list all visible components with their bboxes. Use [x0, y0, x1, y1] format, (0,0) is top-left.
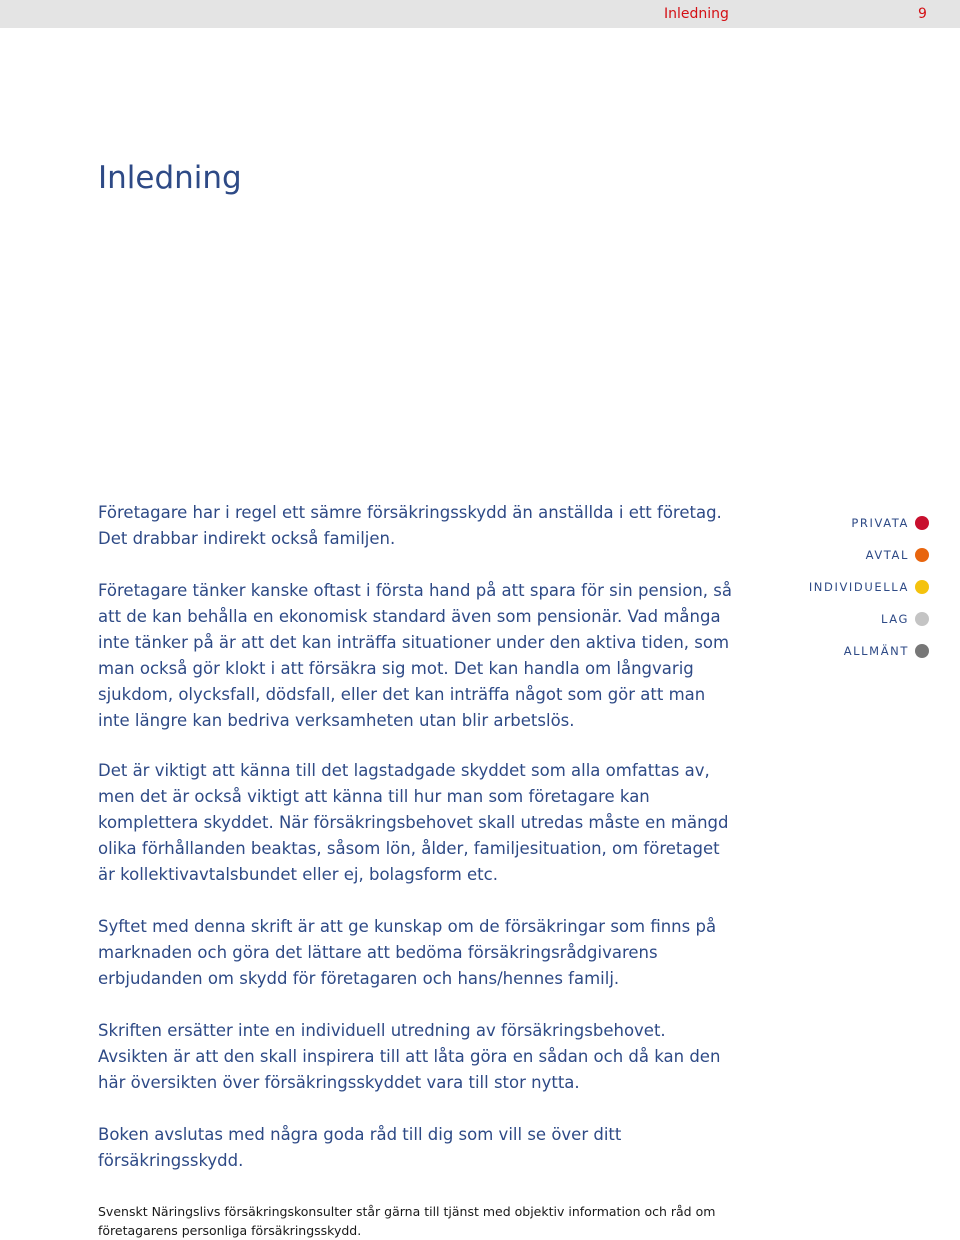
legend-label: AVTAL	[865, 548, 909, 562]
footnote: Svenskt Näringslivs försäkringskonsulter står gärna till tjänst med objektiv information och råd om företagarens personliga försäkringsskydd.	[98, 1204, 716, 1238]
page-title: Inledning	[98, 160, 242, 196]
body-paragraph: Skriften ersätter inte en individuell utredning av försäkringsbehovet. Avsikten är att den skall inspirera till att låta göra en sådan och då kan den här översikten över försäkringsskyddet vara till stor nytta.	[98, 1021, 721, 1092]
legend-dot-icon	[915, 644, 929, 658]
legend-label: INDIVIDUELLA	[808, 580, 909, 594]
legend-dot-icon	[915, 516, 929, 530]
legend-label: ALLMÄNT	[843, 644, 909, 658]
legend-dot-icon	[915, 580, 929, 594]
legend-item-individuella	[809, 571, 929, 603]
legend-item-avtal	[809, 539, 929, 571]
legend-dot-icon	[915, 548, 929, 562]
legend-dot-icon	[915, 612, 929, 626]
legend-label: LAG	[880, 612, 909, 626]
intro-paragraph: Företagare tänker kanske oftast i första hand på att spara för sin pension, så att de kan behålla en ekonomisk standard även som pensionär. Vad många inte tänker på är att det kan inträffa situationer under den aktiva tiden, som man också gör klokt i att försäkra sig mot. Det kan handla om långvarig sjukdom, olycksfall, dödsfall, eller det kan inträffa något som gör att man inte längre kan bedriva verksamheten utan blir arbetslös.	[98, 581, 732, 730]
insurance-category-legend	[809, 507, 929, 667]
legend-item-lag	[809, 603, 929, 635]
intro-section	[98, 500, 738, 760]
legend-item-privata	[809, 507, 929, 539]
page-number: 9	[918, 6, 927, 22]
body-paragraph: Boken avslutas med några goda råd till dig som vill se över ditt försäkringsskydd.	[98, 1125, 622, 1170]
body-section	[98, 758, 738, 1200]
body-paragraph: Syftet med denna skrift är att ge kunskap om de försäkringar som finns på marknaden och göra det lättare att bedöma försäkringsrådgivarens erbjudanden om skydd för företagaren och hans/hennes familj.	[98, 917, 717, 988]
legend-item-allmant	[809, 635, 929, 667]
header-bar	[0, 0, 960, 28]
running-header-title: Inledning	[664, 6, 729, 22]
body-paragraph: Det är viktigt att känna till det lagstadgade skyddet som alla omfattas av, men det är också viktigt att känna till hur man som företagare kan komplettera skyddet. När försäkringsbehovet skall utredas måste en mängd olika förhållanden beaktas, såsom lön, ålder, familjesituation, om företaget är kollektivavtalsbundet eller ej, bolagsform etc.	[98, 761, 729, 884]
intro-paragraph: Företagare har i regel ett sämre försäkringsskydd än anställda i ett företag. Det drabbar indirekt också familjen.	[98, 503, 722, 548]
legend-label: PRIVATA	[851, 516, 909, 530]
